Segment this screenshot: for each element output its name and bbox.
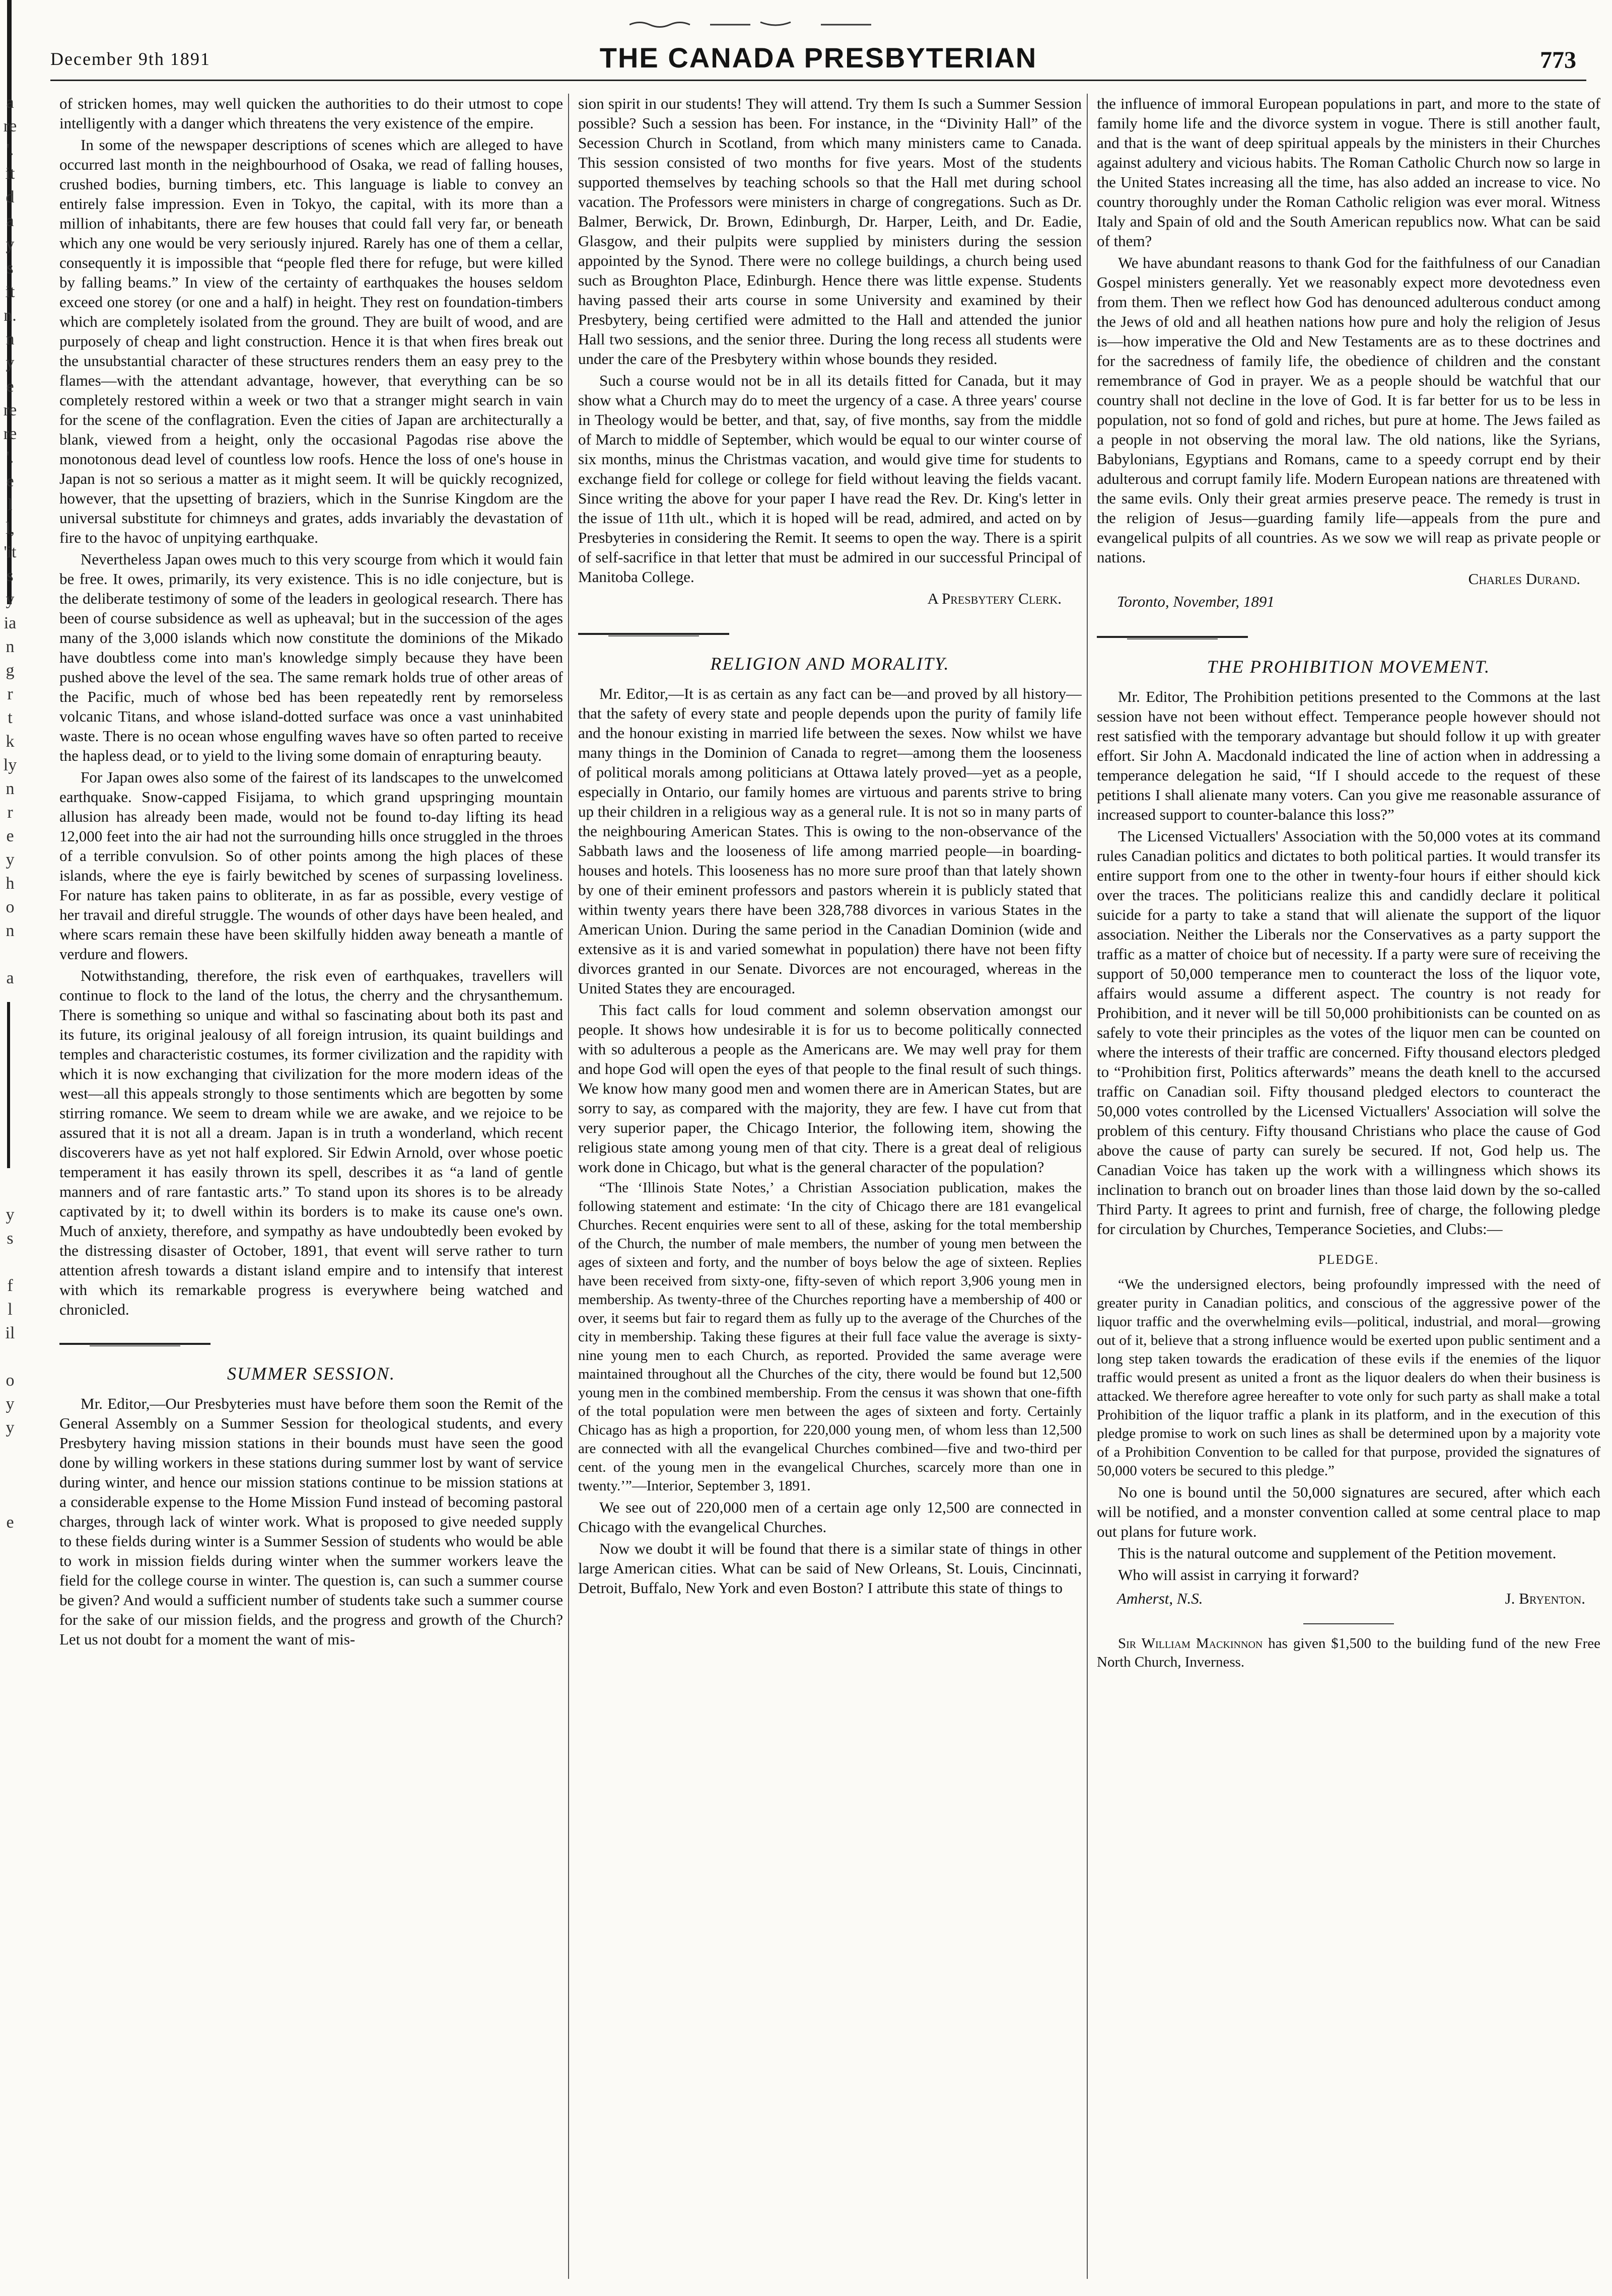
margin-fragment xyxy=(0,1132,20,1156)
section-heading-prohibition: THE PROHIBITION MOVEMENT. xyxy=(1207,657,1491,677)
article-paragraph: No one is bound until the 50,000 signatures are secured, after which each will be notified, and a monster convention called at some central place to map out plans for future work. xyxy=(1097,1483,1600,1540)
margin-fragment: s xyxy=(7,259,14,277)
margin-fragment: t xyxy=(8,708,13,727)
margin-fragment: ia xyxy=(4,614,17,632)
margin-fragment xyxy=(0,1179,20,1203)
margin-fragment: y xyxy=(6,353,15,372)
margin-fragment: '. xyxy=(6,140,14,159)
pledge-heading: PLEDGE. xyxy=(1318,1252,1379,1267)
margin-fragment: 'it xyxy=(4,543,17,561)
margin-fragment: f xyxy=(7,1276,13,1295)
article-paragraph: Mr. Editor,—Our Presbyteries must have before them soon the Remit of the General Assembly on a Summer Session for theological students, and every Presbytery having mission stations in their bounds must have seen the good done by willing workers in these stations during summer lost by want of service during winter, and hence our mission stations continue to be mission stations at a considerable expense to the Home Mission Fund instead of becoming pastoral charges, through lack of winter work. What is proposed to give needed supply to these fields during winter is a Summer Session of students who would be able to work in mission fields during winter when the summer workers leave the field for the college course in winter. The question is, can such a summer course be given? And would a sufficient number of students take such a summer course for the sake of our mission fields, and the progress and growth of the Church? Let us not doubt for a moment the want of mis- xyxy=(59,1395,563,1648)
masthead-title: THE CANADA PRESBYTERIAN xyxy=(599,42,1037,74)
short-divider xyxy=(1303,1623,1394,1624)
signature-place: Amherst, N.S. xyxy=(1117,1590,1203,1607)
margin-fragment: g xyxy=(6,661,15,680)
margin-fragment: s xyxy=(7,566,14,585)
margin-fragment: n xyxy=(6,779,15,798)
article-paragraph: Nevertheless Japan owes much to this very scourge from which it would fain be free. It owes, primarily, its very existence. This is no idle conjecture, but is the deliberate testimony of some of the leaders in geological research. There has been of course subsidence as well as upheaval; but in the succession of the ages many of the 3,000 islands which now constitute the dominions of the Mikado have doubtless come into man's knowledge simply because they have been pushed above the level of the sea. The same remark holds true of other areas of the Pacific, much of whose bed has been repeatedly rent by remorseless volcanic Titans, and whose island-dotted surface was once a vast uninhabited waste. There is no ocean whose engulfing waves have so often parted to receive the hapless dead, or to yield to the living some domain of enrapturing beauty. xyxy=(59,550,563,764)
margin-fragment: re xyxy=(3,117,17,135)
margin-fragment xyxy=(0,1061,20,1085)
margin-fragment: it xyxy=(5,282,15,301)
news-note xyxy=(1097,1634,1600,1672)
continued-text: of stricken homes, may well quicken the authorities to do their utmost to cope intelligently with a danger which threatens the very existence of the empire. xyxy=(59,95,563,132)
section-divider xyxy=(578,631,729,636)
margin-fragment: y xyxy=(6,235,15,254)
margin-fragment xyxy=(0,990,20,1014)
margin-fragment: e xyxy=(6,827,14,845)
pledge-text: “We the undersigned electors, being profoundly impressed with the need of greater purity in Canadian politics, and conscious of the aggressive power of the liquor traffic and the overwhelming evils—political, industrial, and moral—growing out of it, believe that a strong influence would be exerted upon public sentiment and a long step taken towards the eradication of these evils if the enemies of the liquor traffic would present as united a front as the liquor dealers do when their business is attacked. We therefore agree hereafter to vote only for such party as shall make a total Prohibition of the liquor traffic a plank in its platform, and in the execution of this pledge promise to work on such lines as shall be determined upon by a majority vote of a Prohibition Convention to be called for that purpose, provided the signatures of 50,000 voters be secured to this pledge.” xyxy=(1097,1276,1600,1479)
margin-fragment: e xyxy=(6,1513,14,1532)
margin-fragment: k xyxy=(6,732,15,751)
article-paragraph: This is the natural outcome and supplement of the Petition movement. xyxy=(1118,1544,1557,1562)
article-paragraph: The Licensed Victuallers' Association with the 50,000 votes at its command rules Canadian politics and dictates to both political parties. It would transfer its entire support from one to the other in twenty-four hours if either should kick over the traces. The politicians realize this and candidly declare it political suicide for a party to take a stand that will alienate the support of the liquor association. Neither the Liberals nor the Conservatives as a party support the traffic as a matter of choice but of necessity. If a party were sure of receiving the support of 50,000 temperance men to counteract the loss of the liquor vote, affairs would assume a different aspect. The country is not ready for Prohibition, and it never will be till 50,000 prohibitionists can be counted on as safely to vote their principles as the votes of the liquor men can be counted on where the interests of their traffic are concerned. Fifty thousand electors pledged to “Prohibition first, Politics afterwards” means the death knell to the accursed traffic on Canadian soil. Fifty thousand pledged electors to counteract the 50,000 votes controlled by the Licensed Victuallers' Association will solve the problem of this century. Fifty thousand Christians who place the cause of God above the cause of party can surely be secured. If not, God help us. The Canadian Voice has taken up the work with a willingness which shows its inclination to branch out on broader lines than those laid down by the so-called Third Party. It agrees to print and furnish, free of charge, the following pledge for circulation by Churches, Temperance Societies, and Clubs:— xyxy=(1097,827,1600,1238)
signature-presbytery-clerk: A Presbytery Clerk. xyxy=(927,590,1062,607)
article-paragraph: the influence of immoral European populations in part, and more to the state of family home life and the divorce system in vogue. There is still another fault, and that is the want of deep spiritual appeals by the ministers in their Churches against adultery and vicious habits. The Roman Catholic Church now so large in the United States increasing all the time, has also added an increase to vice. No country thoroughly under the Roman Catholic religion was ever moral. Witness Italy and Spain of old and the South American republics now. What can be said of them? xyxy=(1097,95,1600,250)
margin-fragment: n xyxy=(6,637,15,656)
margin-fragment: y xyxy=(6,850,15,869)
article-paragraph: Who will assist in carrying it forward? xyxy=(1118,1566,1359,1584)
quoted-paragraph: “The ‘Illinois State Notes,’ a Christian Association publication, makes the following statement and estimate: ‘In the city of Chicago there are 181 evangelical Churches. Recent enquiries were sent to all of these, asking for the total membership of the Church, the number of male members, the number of young men between the ages of sixteen and forty, and the number of boys below the age of sixteen. Replies have been received from sixty-one, fifty-seven of which report 3,906 young men in membership. As twenty-three of the Churches reporting have a membership of 400 or over, it seems but fair to regard them as fully up to the average of the Churches of the city in membership. Taking these figures at their full face value the average is sixty-nine young men to each Church, as reported. Provided the same average were maintained throughout all the Churches of the city, there would be found but 12,500 young men in the combined membership. From the census it was shown that one-fifth of the total population were men between the ages of sixteen and forty. Certainly Chicago has as high a proportion, for 220,000 young men, of whom less than 12,500 are connected with all the evangelical Churches combined—five and two-third per cent. of the young men in the evangelical Churches, scarcely more than one in twenty.’”—Interior, September 3, 1891. xyxy=(578,1180,1082,1494)
margin-fragment: d xyxy=(6,188,15,206)
margin-fragment: l xyxy=(8,1300,13,1319)
section-heading-summer-session: SUMMER SESSION. xyxy=(227,1364,395,1384)
margin-fragment: n. xyxy=(4,306,17,325)
margin-fragment: o xyxy=(6,898,15,916)
column-rule xyxy=(568,94,569,2279)
article-paragraph: Notwithstanding, therefore, the risk even of earthquakes, travellers will continue to flock to the land of the lotus, the cherry and the chrysanthemum. There is something so unique and withal so fascinating about both its past and its future, its original jealousy of all foreign intrusion, its quaint buildings and temples and characteristic costumes, its former civilization and the rapidity with which it is now exchanging that civilization for the more modern ideas of the west—all this appeals strongly to those sentiments which are begotten by some stirring romance. We seem to dream while we are awake, and we rejoice to be assured that it is not all a dream. Japan is in truth a wonderland, which recent discoverers have as yet not half explored. Sir Edwin Arnold, over whose poetic temperament it has easily thrown its spell, describes it as “a land of gentle manners and of rare fantastic arts.” To stand upon its shores is to be already captivated by it; to dwell within its borders is to make its cause one's own. Much of anxiety, therefore, and sympathy as have undoubtedly been evoked by the distressing disaster of October, 1891, that event will serve rather to turn attention afresh towards a distant island empire and to intensify that interest with which its remarkable progress is everywhere being watched and chronicled. xyxy=(59,967,563,1318)
margin-fragment: a xyxy=(6,93,14,112)
margin-fragment xyxy=(0,943,20,966)
page-number: 773 xyxy=(1540,47,1576,74)
margin-letters xyxy=(0,91,20,1534)
article-paragraph: For Japan owes also some of the fairest of its landscapes to the unwelcomed earthquake. Snow-capped Fisijama, to which grand upspringing mountain allusion has already been made, would not be found to-day lifting its head 12,000 feet into the air had not the surrounding hills once struggled in the throes of a terrible convulsion. So of other points among the high places of these islands, where the eye is fairly bewitched by scenes of surpassing loveliness. For nature has taken pains to obliterate, in as far as possible, every vestige of her travail and direful struggle. The wounds of other days have been healed, and where scars remain these have been skilfully hidden away beneath a mantle of verdure and flowers. xyxy=(59,768,563,963)
margin-fragment: o xyxy=(6,1371,15,1390)
margin-fragment: e xyxy=(6,377,14,396)
margin-fragment: l, xyxy=(6,519,15,538)
margin-fragment: r xyxy=(7,803,13,822)
margin-fragment xyxy=(0,1085,20,1108)
article-paragraph: Now we doubt it will be found that there is a similar state of things in other large American cities. What can be said of New Orleans, St. Louis, Cincinnati, Detroit, Buffalo, New York and even Boston? I attribute this state of things to xyxy=(578,1540,1082,1597)
article-paragraph: This fact calls for loud comment and solemn observation amongst our people. It shows how undesirable it is for us to become politically connected with so adulterous a people as the Americans are. We may well pray for them and hope God will open the eyes of that people to the final result of such things. We know how many good men and women there are in American States, but are sorry to say, as compared with the majority, they are few. I have cut from that very superior paper, the Chicago Interior, the following item, showing the religious state among young men of that city. There is a great deal of religious work done in Chicago, but what is the general character of the population? xyxy=(578,1001,1082,1176)
page-header xyxy=(50,20,1586,76)
news-note-name: Sir William Mackinnon xyxy=(1118,1635,1263,1652)
margin-fragment: ly xyxy=(3,756,17,774)
margin-fragment: '. xyxy=(6,448,14,467)
margin-fragment xyxy=(0,1108,20,1132)
margin-fragment: l xyxy=(8,495,13,514)
margin-fragment xyxy=(0,1487,20,1511)
margin-fragment: it xyxy=(5,164,15,183)
margin-fragment: r xyxy=(7,685,13,703)
header-ornament xyxy=(629,20,881,29)
section-divider xyxy=(1097,634,1248,639)
section-divider xyxy=(59,1341,211,1346)
column-3 xyxy=(1097,94,1600,2279)
margin-fragment xyxy=(0,1440,20,1463)
section-heading-religion-morality: RELIGION AND MORALITY. xyxy=(710,654,950,674)
margin-fragment: a xyxy=(6,211,14,230)
dateline: Toronto, November, 1891 xyxy=(1117,593,1275,610)
margin-fragment: n xyxy=(6,330,15,348)
margin-fragment: y xyxy=(6,590,15,609)
signature-charles-durand: Charles Durand. xyxy=(1468,570,1580,588)
margin-fragment xyxy=(0,1345,20,1369)
article-paragraph: We see out of 220,000 men of a certain age only 12,500 are connected in Chicago with the evangelical Churches. xyxy=(578,1498,1082,1536)
article-paragraph: Mr. Editor,—It is as certain as any fact can be—and proved by all history—that the safety of every state and people depends upon the purity of family life and the honour existing in married life between the sexes. Now whilst we have many things in the Dominion of Canada to regret—among them the looseness of political morals among politicians at Ottawa lately proved—yet as a people, especially in Ontario, our family homes are virtuous and parents strive to bring up their children in a religious way as a general rule. It is not so in many parts of the neighbouring American States. This is owing to the non-observance of the Sabbath laws and the looseness of life among married people—in boarding-houses and hotels. This looseness has no more sure proof than that lately shown by one of their eminent professors and pastors wherein it is publicly stated that within twenty years there have been 328,788 divorces in various States in the American Union. During the same period in the Canadian Dominion (wide and extensive as it is and varied somewhat in population) there have not been fifty divorces granted in our Senate. Divorces are not encouraged, whereas in the United States they are encouraged. xyxy=(578,685,1082,997)
margin-fragment: n xyxy=(6,921,15,940)
signature-name: J. Bryenton. xyxy=(1505,1590,1585,1607)
column-2 xyxy=(578,94,1082,2279)
article-paragraph: We have abundant reasons to thank God for the faithfulness of our Canadian Gospel ministers generally. Yet we reasonably expect more devotedness even from them. Then we reflect how God has denounced adulterous conduct among the Jews of old and all heathen nations how pure and holy the religion of Jesus is—how imperative the Old and New Testaments are as to these doctrines and for the sacredness of family life, the obedience of children and the constant remembrance of God in prayer. We as a people should be watchful that our country shall not decline in the love of God. It is far better for us to be less in population, not so fond of gold and riches, but pure at home. The Jews failed as a people in not observing the moral law. The old nations, like the Syrians, Babylonians, Egyptians and Romans, came to a speedy corrupt end by their adulterous and corrupt family life. Modern European nations are threatened with the same evils. Only their great armies preserve peace. The remedy is trust in the religion of Jesus—guarding family life—appeals from the pure and evangelical pulpits of all countries. As we sow we will reap as private people or nations. xyxy=(1097,254,1600,566)
margin-fragment: y xyxy=(6,1395,15,1413)
article-paragraph: Mr. Editor, The Prohibition petitions presented to the Commons at the last session have not been without effect. Temperance people however should not rest satisfied with the temporary advantage but should follow it up with greater effort. Sir John A. Macdonald indicated the line of action when in addressing a temperance delegation he said, “If I should accede to the request of these petitions I shall alienate many voters. Can you give me reasonable assurance of increased support to counter-balance this loss?” xyxy=(1097,688,1600,823)
article-paragraph: sion spirit in our students! They will attend. Try them Is such a Summer Session possible? Such a session has been. For instance, in the “Divinity Hall” of the Secession Church in Scotland, from which many ministers came to Canada. This session consisted of two months for five years. Most of the students supported themselves by teaching schools so that the Hall met during school vacation. The Professors were ministers in charge of congregations. Such as Dr. Balmer, Berwick, Dr. Brown, Edinburgh, Dr. Harper, Leith, and Dr. Eadie, Glasgow, and their pulpits were supplied by ministers during the session appointed by the Synod. There were no college buildings, a church being used such as Broughton Place, Edinburgh. Hence there was little expense. Students having passed their arts course in some University and examined by their Presbytery, being certified were admitted to the Hall and attended the junior Hall two sessions, and the senior three. During the long recess all students were under the care of the Presbytery within whose bounds they resided. xyxy=(578,95,1082,368)
margin-fragment: e xyxy=(6,472,14,490)
margin-fragment: y xyxy=(6,1205,15,1224)
column-1 xyxy=(59,94,563,2279)
margin-fragment: re xyxy=(3,401,17,419)
margin-fragment xyxy=(0,1014,20,1037)
margin-fragment xyxy=(0,1037,20,1061)
margin-fragment xyxy=(0,1156,20,1179)
margin-fragment xyxy=(0,1250,20,1274)
issue-date: December 9th 1891 xyxy=(50,49,211,69)
margin-fragment xyxy=(0,1463,20,1487)
margin-fragment: re xyxy=(3,424,17,443)
margin-fragment: h xyxy=(6,874,15,893)
margin-fragment: y xyxy=(6,1418,15,1437)
news-note-text: has given $1,500 to the building fund of the new Free North Church, Inverness. xyxy=(1097,1635,1600,1670)
margin-fragment: s xyxy=(7,1229,14,1248)
signature-row xyxy=(1117,1589,1585,1608)
article-paragraph: Such a course would not be in all its details fitted for Canada, but it may show what a Church may do to meet the urgency of a case. A three years' course in Theology would be better, and that, say, of five months, say from the middle of March to middle of September, which would be equal to our winter course of six months, minus the Christmas vacation, and would give time for students to exchange field for college or college for field without leaving the fields vacant. Since writing the above for your paper I have read the Rev. Dr. King's letter in the issue of 11th ult., which it is hoped will be read, admired, and acted on by Presbyteries in considering the Remit. It seems to open the way. There is a spirit of self-sacrifice in that letter that must be admired in our successful Principal of Manitoba College. xyxy=(578,372,1082,586)
header-rule xyxy=(50,80,1586,81)
margin-fragment: a xyxy=(6,969,14,987)
column-rule xyxy=(1087,94,1088,2279)
margin-fragment: il xyxy=(5,1324,15,1342)
article-paragraph: In some of the newspaper descriptions of scenes which are alleged to have occurred last month in the neighbourhood of Osaka, we read of falling houses, crushed bodies, burning timbers, etc. This language is liable to convey an entirely false impression. Even in Tokyo, the capital, with its more than a million of inhabitants, there are few houses that could fall very far, or beneath which any one would be very seriously injured. Rarely has one of them a cellar, consequently it is impossible that “people fled there for refuge, but were killed by falling beams.” In view of the certainty of earthquakes the houses seldom exceed one storey (or one and a half) in height. They rest on foundation-timbers which are completely isolated from the ground. They are built of wood, and are purposely of cheap and light construction. Hence it is that when fires break out the unsubstantial character of these structures renders them an easy prey to the flames—with the attendant advantage, however, that everything can be so completely restored within a week or two that a stranger might search in vain for the scene of the conflagration. Even the cities of Japan are architecturally a blank, viewed from a height, only the occasional Pagodas rise above the monotonous dead level of countless low roofs. Hence the loss of one's house in Japan is not so serious a matter as it might seem. It will be quickly recognized, however, that the upsetting of braziers, which in the Sunrise Kingdom are the universal substitute for chimneys and grates, adds invariably the devastation of fire to the havoc of unpitying earthquake. xyxy=(59,136,563,546)
